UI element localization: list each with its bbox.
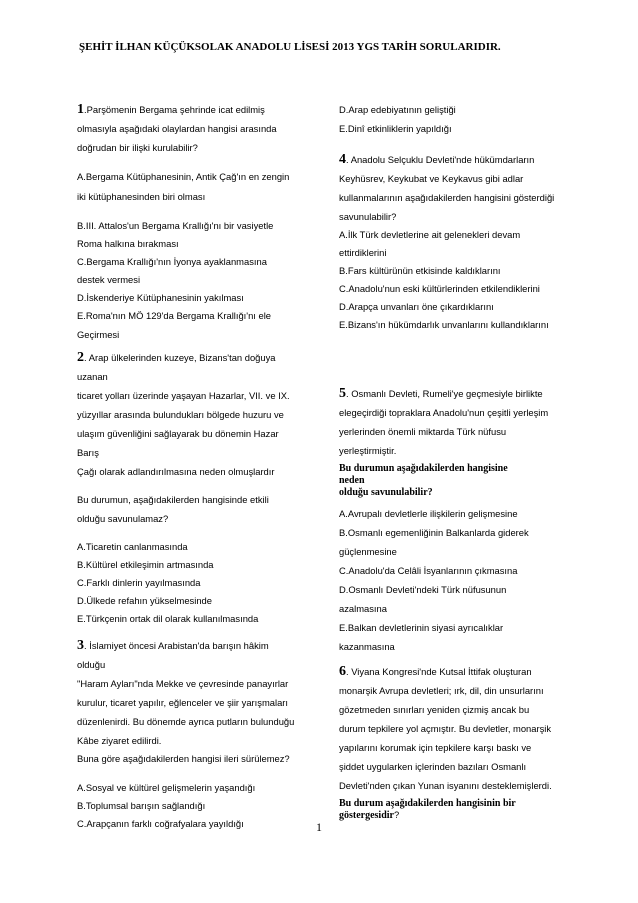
text-line [77,428,279,440]
line-text: . Osmanlı Devleti, Rumeli'ye geçmesiyle birlikte [346,388,543,399]
text-line [339,426,506,438]
line-text: kazanmasına [339,641,395,652]
question-number: 5 [339,386,346,401]
text-line [77,329,119,341]
text-line [77,716,294,728]
line-text: Barış [77,447,99,458]
line-text: . Viyana Kongresi'nde Kutsal İttifak oluşturan [346,666,532,677]
text-line [339,407,548,419]
text-line [77,310,271,322]
line-text: Devleti'nden çıkan Yunan isyanını desteklemişlerdi. [339,780,552,791]
line-text: C.Anadolu'nun eski kültürlerinden etkilendiklerini [339,283,540,294]
text-line [77,559,214,571]
page-number: 1 [316,820,322,834]
line-text: yerlerinden önemli miktarda Türk nüfusu [339,426,507,437]
text-line [77,800,205,812]
text-line [339,104,456,116]
line-text: savunulabilir? [339,211,397,222]
line-text: E.Roma'nın MÖ 129'da Bergama Krallığı'nı ele [77,310,272,321]
line-text: A.Bergama Kütüphanesinin, Antik Çağ'ın en zengin [77,171,290,182]
line-text: Kâbe ziyaret edilirdi. [77,735,162,746]
line-text: B.Osmanlı egemenliğinin Balkanlarda giderek [339,527,529,538]
text-line [339,173,523,185]
line-text: "Haram Ayları"nda Mekke ve çevresinde panayırlar [77,678,289,689]
text-line [77,818,244,830]
text-line [339,192,554,204]
text-line [77,191,205,203]
text-line [77,142,198,154]
line-text: durum tepkilere yol açmıştır. Bu devletler, monarşik [339,723,552,734]
line-text: ettirdiklerini [339,247,387,258]
line-text: Geçirmesi [77,329,120,340]
text-line [77,494,269,506]
text-line [339,565,517,577]
line-text: yapılarını korumak için tepkilere karşı baskı ve [339,742,532,753]
text-line [77,274,140,286]
text-line [339,229,520,241]
text-line [339,685,544,697]
text-line [77,447,99,459]
line-text: güçlenmesine [339,546,397,557]
line-text: .Parşömenin Bergama şehrinde icat edilmiş [84,104,265,115]
text-line [77,541,188,553]
question-prompt-line [339,486,433,499]
line-text: D.Ülkede refahın yükselmesinde [77,595,212,606]
text-line [339,508,518,520]
line-text: Keyhüsrev, Keykubat ve Keykavus gibi adlar [339,173,524,184]
question-start-line [339,154,534,166]
line-text: düzenlenirdi. Bu dönemde ayrıca putların bulunduğu [77,716,295,727]
text-line [339,123,452,135]
line-text: E.Türkçenin ortak dil olarak kullanılmasında [77,613,259,624]
text-line [77,678,288,690]
text-line [339,527,529,539]
line-text: D.Osmanlı Devleti'ndeki Türk nüfusunun [339,584,507,595]
text-line [339,211,396,223]
line-text: . İslamiyet öncesi Arabistan'da barışın hâkim [84,640,269,651]
text-line [77,292,244,304]
text-line [339,319,549,331]
question-start-line [339,666,532,678]
question-number: 6 [339,664,346,679]
text-line [77,238,179,250]
text-line [77,390,290,402]
text-line [77,613,258,625]
text-line [339,283,540,295]
text-line [339,704,529,716]
line-text: olduğu [77,659,106,670]
text-line [77,220,273,232]
line-text: neden [339,475,365,486]
text-line [339,445,396,457]
line-text: azalmasına [339,603,387,614]
text-line [339,742,531,754]
line-text: C.Farklı dinlerin yayılmasında [77,577,201,588]
line-text: A.Ticaretin canlanmasında [77,541,188,552]
text-line [77,466,275,478]
text-line [77,697,288,709]
line-text: A.Sosyal ve kültürel gelişmelerin yaşandığı [77,782,256,793]
text-line [77,753,290,765]
text-line [339,603,387,615]
line-text: C.Arapçanın farklı coğrafyalara yayıldığı [77,818,244,829]
text-line [77,171,289,183]
line-text: iki kütüphanesinden biri olması [77,191,206,202]
question-start-line [77,104,265,116]
line-text: B.III. Attalos'un Bergama Krallığı'nı bir vasiyetle [77,220,274,231]
text-line [339,301,494,313]
line-text: olduğu savunulamaz? [77,513,169,524]
line-text: doğrudan bir ilişki kurulabilir? [77,142,198,153]
text-line [77,409,284,421]
line-text: şiddet uygularken içlerinden bazıları Osmanlı [339,761,527,772]
line-text: D.İskenderiye Kütüphanesinin yakılması [77,292,244,303]
question-number: 4 [339,152,346,167]
line-text: ticaret yolları üzerinde yaşayan Hazarlar, VII. ve IX. [77,390,290,401]
text-line [339,622,503,634]
line-text: monarşik Avrupa devletleri; ırk, dil, din unsurlarını [339,685,544,696]
document-header: ŞEHİT İLHAN KÜÇÜKSOLAK ANADOLU LİSESİ 2013 YGS TARİH SORULARIDIR. [79,41,501,53]
line-text: Buna göre aşağıdakilerden hangisi ileri sürülemez? [77,753,290,764]
line-text: B.Toplumsal barışın sağlandığı [77,800,206,811]
text-line [77,735,161,747]
line-text: E.Dinî etkinliklerin yapıldığı [339,123,452,134]
line-text: B.Fars kültürünün etkisinde kaldıklarını [339,265,501,276]
line-text: destek vermesi [77,274,141,285]
question-prompt-line [339,809,399,822]
line-text: Roma halkına bırakması [77,238,179,249]
line-text: E.Bizans'ın hükümdarlık unvanlarını kullandıklarını [339,319,549,330]
text-line [339,265,501,277]
line-text: Bu durum aşağıdakilerden hangisinin bir [339,798,516,809]
text-line [339,761,526,773]
text-line [339,247,386,259]
question-start-line [77,352,276,364]
text-line [339,546,397,558]
line-text: olduğu savunulabilir? [339,487,433,498]
line-text: C.Anadolu'da Celâli İsyanlarının çıkmasına [339,565,518,576]
line-text: A.İlk Türk devletlerine ait gelenekleri devam [339,229,521,240]
line-text: D.Arap edebiyatının geliştiği [339,104,456,115]
line-text: A.Avrupalı devletlerle ilişkilerin gelişmesine [339,508,518,519]
text-line [77,782,255,794]
line-text: ulaşım güvenliğini sağlayarak bu dönemin Hazar [77,428,279,439]
question-number: 2 [77,350,84,365]
line-text: uzanan [77,371,108,382]
line-text: . Anadolu Selçuklu Devleti'nde hükümdarların [346,154,535,165]
line-text: Çağı olarak adlandırılmasına neden olmuşlardır [77,466,275,477]
line-text: Bu durumun, aşağıdakilerden hangisinde etkili [77,494,269,505]
line-text: kullanmalarının aşağıdakilerden hangisini gösterdiği [339,192,555,203]
text-line [77,659,105,671]
line-text: yerleştirmiştir. [339,445,397,456]
line-tail: ? [394,809,400,820]
line-text: olmasıyla aşağıdaki olaylardan hangisi arasında [77,123,277,134]
text-line [339,780,552,792]
line-text: C.Bergama Krallığı'nın İyonya ayaklanmasına [77,256,267,267]
text-line [77,595,212,607]
line-text: Bu durumun aşağıdakilerden hangisine [339,463,508,474]
text-line [339,641,395,653]
question-number: 3 [77,638,84,653]
text-line [77,371,108,383]
text-line [77,577,200,589]
text-line [339,584,506,596]
text-line [77,123,277,135]
line-text: E.Balkan devletlerinin siyasi ayrıcalıklar [339,622,504,633]
text-line [339,723,551,735]
line-text: D.Arapça unvanları öne çıkardıklarını [339,301,494,312]
text-line [77,256,267,268]
text-line [77,513,168,525]
line-text: gözetmeden sınırları yeniden çizmiş ancak bu [339,704,530,715]
question-start-line [339,388,543,400]
line-text: kurulur, ticaret yapılır, eğlenceler ve şiir yarışmaları [77,697,289,708]
question-number: 1 [77,102,84,117]
line-text: göstergesidir [339,810,394,821]
line-text: . Arap ülkelerinden kuzeye, Bizans'tan doğuya [84,352,276,363]
question-start-line [77,640,269,652]
line-text: B.Kültürel etkileşimin artmasında [77,559,214,570]
line-text: elegeçirdiği topraklara Anadolu'nun çeşitli yerleşim [339,407,549,418]
line-text: yüzyıllar arasında bulundukları bölgede huzuru ve [77,409,284,420]
